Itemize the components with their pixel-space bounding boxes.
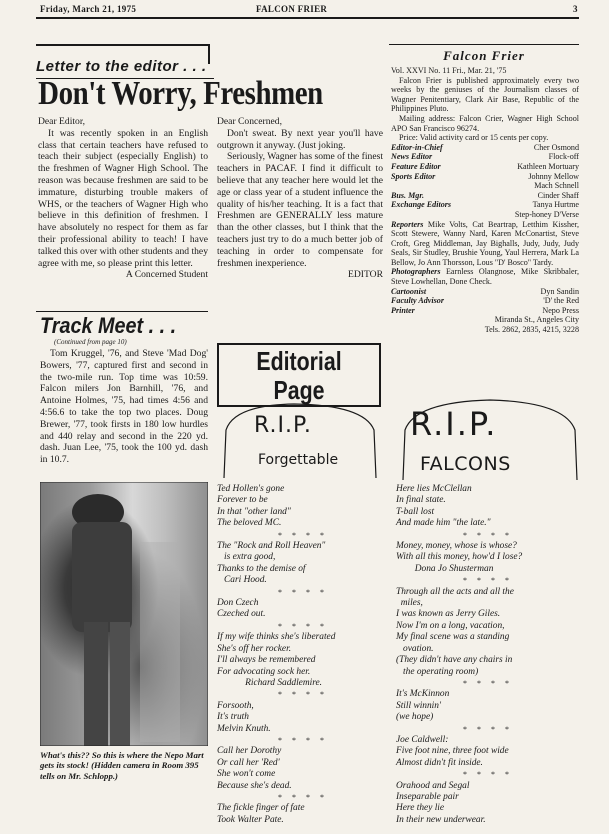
masthead-volume: Vol. XXVI No. 11 Fri., Mar. 21, '75 [391,66,507,75]
stanza-separator: * * * * [278,621,328,631]
editorial-line-2: Page [273,375,325,405]
epitaph-line: The beloved MC. [217,518,282,529]
staff-role: Bus. Mgr. [391,190,425,200]
staff-row [391,181,579,191]
letter-column-2 [217,116,383,281]
staff-name: Dyn Sandin [540,286,579,296]
epitaph-line: And made him "the late." [396,518,491,529]
masthead-photographers [391,267,579,286]
epitaph-line: Joe Caldwell: [396,734,449,745]
epitaph-line: miles, [396,598,423,609]
epitaph-line: Melvin Knuth. [217,723,271,734]
tombstone-left-name: Forgettable [258,452,339,468]
staff-row [391,306,579,316]
masthead-mailing: Mailing address: Falcon Crier, Wagner High School APO San Francisco 96274. [391,113,579,133]
track-body [40,348,208,466]
staff-name: Step-honey D'Verse [514,209,579,219]
epitaph-stanza [396,484,580,530]
letter-kicker: Letter to the editor . . . [36,58,207,75]
photo-caption: What's this?? So this is where the Nepo Mart gets its stock! (Hidden camera in Room 395 tells on Mr. Schlopp.) [40,750,204,781]
epitaph-line: Five foot nine, three foot wide [396,746,509,757]
epitaph-line: Because she's dead. [217,780,292,791]
staff-row [391,152,579,162]
masthead-price: Price: Valid activity card or 15 cents per copy. [399,133,549,143]
epitaph-stanza [217,803,389,826]
track-continued: (Continued from page 10) [54,338,127,346]
epitaph-line: Czeched out. [217,609,266,620]
epitaph-line: Dona Jo Shusterman [396,563,494,574]
epitaph-line: Or call her 'Red' [217,757,280,768]
staff-row [391,296,579,306]
epitaph-stanza [396,587,580,678]
epitaph-line: Money, money, whose is whose? [396,541,517,552]
epitaph-line: For advocating sock her. [217,666,311,677]
reply-paragraph-2: Seriously, Wagner has some of the finest teachers in PACAF. I find it difficult to believe that any teacher here would let the age or class year of a student influence the quality of his/her teaching. It is a fact that Freshmen are GENERALLY less mature than the other classes, but I think that the teachers just try to do a much better job of teaching in order to compensate for freshmen inexperience. [217,151,383,269]
photographers-names: Earnless Olangnose, Mike Skribbaler, Steve Lowhellan, Done Check. [391,267,579,287]
stanza-separator: * * * * [463,530,513,540]
photo-figure-shapes [40,482,208,746]
staff-name: Nepo Press [542,305,579,315]
epitaph-stanza [217,632,389,689]
epitaph-column-left [217,484,389,826]
header-rule [36,17,579,19]
epitaph-line: Forever to be [217,495,268,506]
epitaph-line: is extra good, [217,552,276,563]
hidden-camera-photo [40,482,208,746]
letter-salutation: Dear Editor, [38,116,86,127]
stanza-separator: * * * * [278,530,328,540]
epitaph-line: She won't come [217,769,276,780]
header-page-number: 3 [573,4,578,14]
epitaph-line: Almost didn't fit inside. [396,757,483,768]
stanza-separator: * * * * [278,792,328,802]
staff-name: Johnny Mellow [528,171,579,181]
letter-signature: A Concerned Student [125,269,208,281]
epitaph-line: (They didn't have any chairs in [396,655,513,666]
stanza-separator: * * * * [278,587,328,597]
reply-salutation: Dear Concerned, [217,116,282,127]
tombstone-left-outline [214,400,384,480]
editorial-page-box [217,343,381,407]
epitaph-line: It's truth [217,712,249,723]
epitaph-line: In their new underwear. [396,814,486,825]
staff-role: Cartoonist [391,286,427,296]
epitaph-line: Through all the acts and all the [396,586,514,597]
masthead-body [391,66,579,335]
staff-row [391,172,579,182]
stanza-separator: * * * * [463,678,513,688]
epitaph-line: Orahood and Segal [396,780,470,791]
epitaph-line: The fickle finger of fate [217,803,305,814]
letter-headline: Don't Worry, Freshmen [38,75,323,112]
staff-name: 'D' the Red [543,296,579,306]
letter-top-rule-tick [208,44,210,64]
tombstone-left-rip: R.I.P. [254,413,312,438]
epitaph-line: Cari Hood. [217,575,267,586]
epitaph-line: The "Rock and Roll Heaven" [217,541,326,552]
reply-paragraph-1: Don't sweat. By next year you'll have outgrown it anyway. (Just joking. [217,127,383,151]
staff-row [391,200,579,210]
letter-body: It was recently spoken in an English class that certain teachers have refused to teach their subject (especially English) to the freshmen of Wagner High School. The reason was because freshmen are said to be immature, disturbing trouble makers of WHS, or the teachers of Wagner High who believe in this definition of freshmen. I have absolutely no respect for them as far their professional ability to teach! I have talked this over with other students and they agree with me, so please print this letter. [38,127,208,269]
reporters-label: Reporters [391,219,424,229]
staff-row [391,191,579,201]
epitaph-line: I was known as Jerry Giles. [396,609,501,620]
staff-role: Editor-in-Chief [391,142,443,152]
epitaph-line: ovation. [396,643,434,654]
epitaph-line: Still winnin' [396,700,441,711]
letter-top-rule [36,44,208,46]
epitaph-stanza [396,689,580,723]
masthead-top-rule [389,44,579,45]
epitaph-line: Call her Dorothy [217,746,282,757]
epitaph-line: Thanks to the demise of [217,563,306,574]
epitaph-stanza [217,484,389,530]
masthead-about: Falcon Frier is published approximately every two weeks by the geniuses of the Journalism classes of Wagner Penitentiary, Clark Air Base, Republic of the Philippines Pluto. [391,75,579,114]
reporters-names: Mike Volts, Cat Beartrap, Letthim Kissher, Scott Stewere, Wanny Nard, Karen McConartist, Steve Croft, Greg Middleman, Jay Bighalls, Judy, Judy, Judy Seals, Sir Studley, Brushie Young, Yaul Herrera, Mark La Bellow, Jo Ann Thorsson, Lous "D' Bosco" Tardy. [391,219,579,267]
editorial-line-1: Editorial [256,346,342,376]
masthead-staff-list-2 [391,287,579,316]
epitaph-line: It's McKinnon [396,689,450,700]
epitaph-stanza [217,541,389,587]
epitaph-line: T-ball lost [396,506,435,517]
epitaph-column-right [396,484,580,826]
epitaph-stanza [396,735,580,769]
stanza-separator: * * * * [463,770,513,780]
staff-row [391,210,579,220]
staff-role: Exchange Editors [391,200,452,210]
epitaph-stanza [396,781,580,827]
epitaph-line: With all this money, how'd I lose? [396,552,523,563]
letter-column-1 [38,116,208,281]
staff-name: Cinder Shaff [537,190,579,200]
epitaph-line: Richard Saddlemire. [217,677,323,688]
masthead-reporters [391,220,579,268]
epitaph-line: Took Walter Pate. [217,814,284,825]
masthead-tels: Tels. 2862, 2835, 4215, 3228 [484,325,579,335]
epitaph-line: (we hope) [396,712,434,723]
masthead-staff-list [391,143,579,220]
staff-role: Sports Editor [391,171,436,181]
staff-row [391,162,579,172]
epitaph-stanza [396,541,580,575]
stanza-separator: * * * * [278,735,328,745]
epitaph-stanza [217,598,389,621]
track-paragraph: Tom Kruggel, '76, and Steve 'Mad Dog' Bowers, '77, captured first and second in the two-mile run. Top time was 10:59. Falcon milers Jon Barnhill, '76, and Antoine Holmes, '75, had times 4:56 and 4:56.6 to take the top two places. Doug Brewer, '77, took firsts in 180 low hurdles and 440 relay and second in the 220 yd. dash. Juan Lee, '75, took the 100 yd. dash in 10.7. [40,348,208,466]
epitaph-line: the operating room) [396,666,479,677]
epitaph-stanza [217,701,389,735]
epitaph-line: She's off her rocker. [217,643,292,654]
epitaph-line: Here lies McClellan [396,484,472,494]
tombstone-right-name: FALCONS [420,453,511,475]
epitaph-line: Ted Hollen's gone [217,484,285,494]
staff-row [391,287,579,297]
epitaph-line: In final state. [396,495,446,506]
header-date: Friday, March 21, 1975 [40,4,137,14]
staff-role: Printer [391,305,415,315]
epitaph-line: In that "other land" [217,506,291,517]
masthead-address: Miranda St., Angeles City [494,315,579,325]
epitaph-line: Don Czech [217,598,259,609]
tombstone-right-rip: R.I.P. [410,405,498,443]
epitaph-line: Here they lie [396,803,445,814]
epitaph-line: Inseparable pair [396,791,459,802]
staff-role: News Editor [391,152,433,162]
track-top-rule [36,311,208,312]
stanza-separator: * * * * [463,724,513,734]
staff-role: Feature Editor [391,161,441,171]
epitaph-stanza [217,746,389,792]
staff-role: Faculty Advisor [391,296,444,306]
staff-name: Cher Osmond [533,142,579,152]
epitaph-line: My final scene was a standing [396,632,510,643]
staff-row [391,143,579,153]
track-headline: Track Meet . . . [40,313,177,338]
staff-name: Mach Schnell [534,181,579,191]
header-paper-name: FALCON FRIER [256,4,328,14]
stanza-separator: * * * * [278,690,328,700]
reply-signature: EDITOR [348,269,383,281]
staff-name: Kathleen Mortuary [517,161,579,171]
staff-name: Flock-off [548,152,579,162]
epitaph-line: If my wife thinks she's liberated [217,632,336,643]
masthead-title: Falcon Frier [443,48,525,63]
photographers-label: Photographers [391,267,441,277]
stanza-separator: * * * * [463,576,513,586]
epitaph-line: Now I'm on a long, vacation, [396,620,505,631]
epitaph-line: Forsooth, [217,700,254,711]
staff-name: Tanya Hurtme [532,200,579,210]
epitaph-line: I'll always be remembered [217,655,316,666]
